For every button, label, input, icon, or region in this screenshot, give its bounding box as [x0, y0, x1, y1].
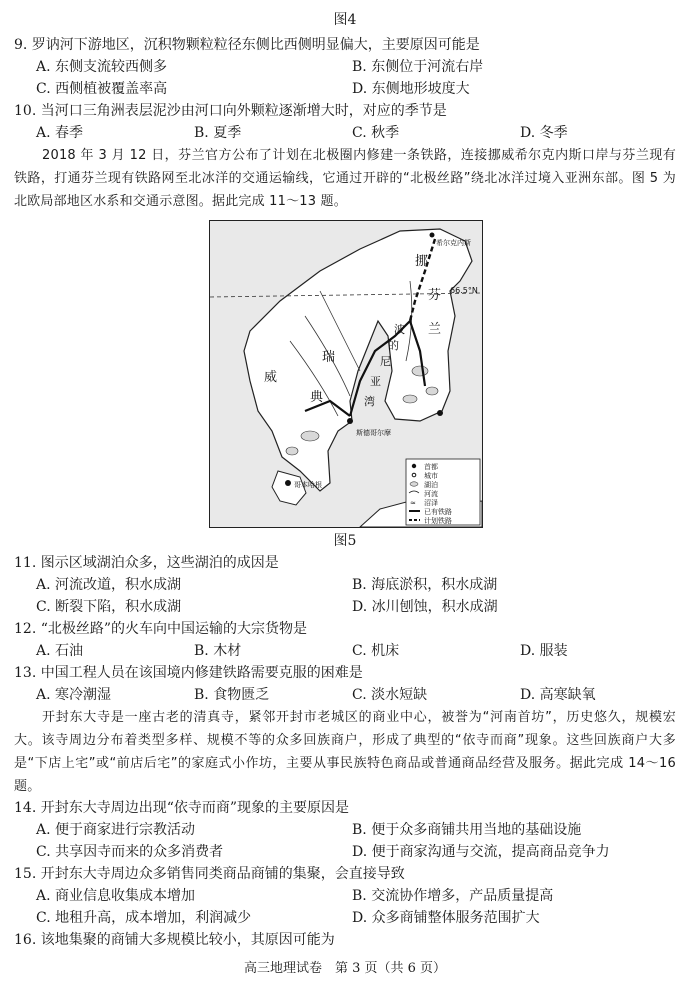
label-norway-1: 挪	[415, 254, 429, 269]
lake	[286, 447, 298, 455]
question-12-option-d: D. 服装	[520, 643, 568, 659]
lake	[301, 431, 319, 441]
passage-arctic-railway: 2018 年 3 月 12 日，芬兰官方公布了计划在北极圈内修建一条铁路，连接挪威希尔克内斯口岸与芬兰现有铁路，打通芬兰现有铁路网至北冰洋的交通运输线，它通过开辟的“北极丝路”绕北冰洋过境入亚洲东部。图 5 为北欧局部地区水系和交通示意图。据此完成 11～13 题。	[14, 148, 676, 209]
question-14-option-c: C. 共享因寺而来的众多消费者	[36, 844, 224, 860]
legend-river: 河流	[424, 490, 438, 498]
label-bothnia-2: 的	[388, 339, 399, 352]
figure-4-caption: 图4	[333, 12, 357, 28]
question-15-option-b: B. 交流协作增多，产品质量提高	[352, 888, 554, 904]
label-arctic-circle: 66.5°N	[450, 286, 478, 295]
question-13-option-d: D. 高寒缺氧	[520, 687, 596, 703]
label-finland-1: 芬	[428, 288, 442, 303]
label-kirkenes: 希尔克内斯	[436, 239, 471, 247]
page-footer: 高三地理试卷 第 3 页（共 6 页）	[243, 961, 447, 976]
question-12-option-a: A. 石油	[36, 643, 84, 659]
question-14-stem: 14. 开封东大寺周边出现“依寺而商”现象的主要原因是	[14, 800, 350, 816]
capital-marker	[285, 480, 291, 486]
question-9-stem: 9. 罗讷河下游地区，沉积物颗粒粒径东侧比西侧明显偏大，主要原因可能是	[14, 37, 480, 53]
legend-capital: 首都	[424, 463, 438, 471]
label-copenhagen: 哥本哈根	[294, 481, 322, 489]
question-14-option-a: A. 便于商家进行宗教活动	[36, 822, 196, 838]
question-10-option-b: B. 夏季	[194, 125, 242, 141]
question-13-option-b: B. 食物匮乏	[194, 687, 270, 703]
question-16-stem: 16. 该地集聚的商铺大多规模比较小，其原因可能为	[14, 932, 335, 948]
map-legend	[406, 459, 480, 525]
question-12-stem: 12. “北极丝路”的火车向中国运输的大宗货物是	[14, 621, 308, 637]
question-13-option-a: A. 寒冷潮湿	[36, 687, 112, 703]
legend-planned-railway: 计划铁路	[424, 517, 452, 525]
question-9-option-d: D. 东侧地形坡度大	[352, 81, 470, 97]
label-bothnia-1: 波	[394, 323, 405, 336]
lake	[426, 387, 438, 395]
question-10-option-c: C. 秋季	[352, 125, 400, 141]
question-10-option-a: A. 春季	[36, 125, 84, 141]
question-11-option-c: C. 断裂下陷，积水成湖	[36, 599, 182, 615]
question-12-option-b: B. 木材	[194, 643, 242, 659]
question-10-option-d: D. 冬季	[520, 125, 568, 141]
question-9-option-c: C. 西侧植被覆盖率高	[36, 81, 168, 97]
question-15-option-a: A. 商业信息收集成本增加	[36, 888, 196, 904]
figure-5-caption: 图5	[333, 533, 357, 549]
question-11-stem: 11. 图示区域湖泊众多，这些湖泊的成因是	[14, 555, 279, 571]
legend-capital-icon	[412, 464, 416, 468]
label-bothnia-5: 湾	[364, 395, 375, 408]
label-sweden-2: 典	[310, 390, 324, 405]
question-15-option-d: D. 众多商铺整体服务范围扩大	[352, 910, 540, 926]
label-finland-2: 兰	[428, 322, 442, 337]
question-9-option-b: B. 东侧位于河流右岸	[352, 59, 484, 75]
legend-swamp: 沼泽	[424, 499, 438, 507]
question-15-stem: 15. 开封东大寺周边众多销售同类商品商铺的集聚，会直接导致	[14, 866, 405, 882]
legend-city: 城市	[424, 472, 438, 480]
label-norway-2: 威	[264, 370, 278, 385]
legend-lake-icon	[410, 482, 418, 486]
capital-marker	[347, 418, 353, 424]
legend-existing-railway: 已有铁路	[424, 508, 452, 516]
question-13-stem: 13. 中国工程人员在该国境内修建铁路需要克服的困难是	[14, 665, 363, 681]
label-bothnia-3: 尼	[380, 355, 391, 368]
question-11-option-a: A. 河流改道，积水成湖	[36, 577, 182, 593]
legend-swamp-icon: ≈	[410, 499, 416, 507]
question-10-stem: 10. 当河口三角洲表层泥沙由河口向外颗粒逐渐增大时，对应的季节是	[14, 103, 447, 119]
label-stockholm: 斯德哥尔摩	[356, 429, 391, 437]
figure-5-map	[209, 220, 483, 528]
passage-kaifeng-mosque: 开封东大寺是一座古老的清真寺，紧邻开封市老城区的商业中心，被誉为“河南首坊”，历史悠久，规模宏大。该寺周边分布着类型多样、规模不等的众多回族商户，形成了典型的“依寺而商”现象。这些回族商户大多是“下店上宅”或“前店后宅”的家庭式小作坊，主要从事民族特色商品或普通商品经营及服务。据此完成 14～16 题。	[14, 710, 676, 794]
legend-lake: 湖泊	[424, 481, 438, 489]
question-9-option-a: A. 东侧支流较西侧多	[36, 59, 168, 75]
label-sweden-1: 瑞	[322, 350, 336, 365]
lake	[403, 395, 417, 403]
question-15-option-c: C. 地租升高，成本增加，利润减少	[36, 910, 252, 926]
city-marker	[430, 233, 435, 238]
question-14-option-b: B. 便于众多商铺共用当地的基础设施	[352, 822, 582, 838]
label-bothnia-4: 亚	[370, 375, 381, 388]
question-14-option-d: D. 便于商家沟通与交流，提高商品竞争力	[352, 844, 610, 860]
question-12-option-c: C. 机床	[352, 643, 400, 659]
question-11-option-d: D. 冰川刨蚀，积水成湖	[352, 599, 498, 615]
question-13-option-c: C. 淡水短缺	[352, 687, 428, 703]
lake	[412, 366, 428, 376]
capital-marker	[437, 410, 443, 416]
question-11-option-b: B. 海底淤积，积水成湖	[352, 577, 498, 593]
